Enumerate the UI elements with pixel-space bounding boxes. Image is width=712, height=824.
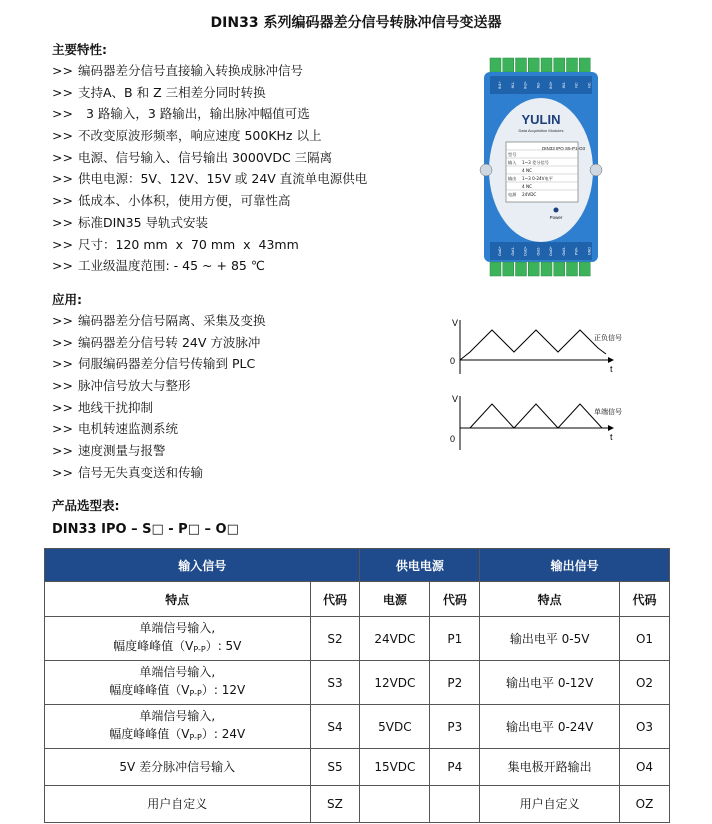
list-item [52,397,266,419]
input-feature-cell [45,661,311,705]
origin-label-2: 0 [450,434,456,444]
terminal-screw [503,262,514,276]
top-terminal-label: NC [587,82,592,88]
bipolar-wave-line [460,330,606,360]
device-spec-value: 1~3 0-24V电平 [522,176,553,181]
input-feature-cell: 5V 差分脉冲信号输入 [45,749,311,786]
device-subtitle: Data Acquisition Modules [518,128,564,133]
device-spec-key: 型号 [508,152,517,157]
terminal-screw [503,58,514,72]
unipolar-label: 单端信号 [594,409,622,416]
input-code-cell: SZ [310,786,360,823]
origin-label: 0 [450,356,456,366]
list-item [52,212,367,234]
terminal-screw [567,58,578,72]
axis-v-label-2: V [452,394,459,404]
bullet-marker: >> [52,378,73,394]
power-code-cell: P2 [430,661,480,705]
col-input-feature: 特点 [45,582,311,617]
input-feature-text: 幅度峰峰值（V [113,638,194,653]
right-screw-icon [590,164,602,176]
bottom-terminal-label: Out3+ [549,246,553,256]
page-title: DIN33 系列编码器差分信号转脉冲信号变送器 [210,15,502,31]
list-item [52,418,266,440]
top-terminal-label: NC [574,82,579,88]
left-screw-icon [480,164,492,176]
list-item-text: 速度测量与报警 [78,443,166,459]
input-code-cell: S2 [310,617,360,661]
input-feature-line2 [45,681,310,703]
bottom-terminal-label: Out1+ [498,246,502,256]
input-feature-cell [45,705,311,749]
list-item [52,440,266,462]
col-power-code: 代码 [430,582,480,617]
list-item [52,310,266,332]
table-row [45,661,670,705]
top-terminal-label: IN2+ [523,81,528,89]
input-feature-value: ）: 12V [201,682,246,697]
list-item-text: 不改变原波形频率，响应速度 500KHz 以上 [78,128,322,144]
bullet-marker: >> [52,193,73,209]
input-feature-text: 幅度峰峰值（V [109,726,190,741]
list-item [52,103,367,125]
input-feature-line2 [45,725,310,747]
terminal-screw [528,262,539,276]
power-label: Power [549,215,563,220]
power-code-cell: P3 [430,705,480,749]
list-item-text: 供电电源：5V、12V、15V 或 24V 直流单电源供电 [78,171,368,187]
terminal-screw [516,262,527,276]
power-cell: 12VDC [360,661,430,705]
power-code-cell: P1 [430,617,480,661]
group-output: 输出信号 [480,549,670,582]
power-cell: 15VDC [360,749,430,786]
terminal-screw [490,58,501,72]
input-feature-cell [45,617,311,661]
terminal-screw [541,58,552,72]
terminal-screw [541,262,552,276]
list-item [52,462,266,484]
applications-list [52,310,266,484]
terminal-screw [516,58,527,72]
device-spec-table [506,142,578,202]
output-feature-cell: 输出电平 0-24V [480,705,620,749]
input-feature-value: ）: 24V [201,726,246,741]
output-feature-cell: 用户自定义 [480,786,620,823]
table-row [45,786,670,823]
list-item [52,375,266,397]
power-cell: 5VDC [360,705,430,749]
bottom-terminal-block [490,262,590,276]
list-item-text: 低成本、小体积，使用方便，可靠性高 [78,193,291,209]
vpp-subscript: P-P [193,644,206,654]
list-item [52,125,367,147]
input-feature-line2 [45,637,310,659]
bullet-marker: >> [52,84,73,100]
list-item-text: 编码器差分信号直接输入转换成脉冲信号 [78,63,304,78]
applications-heading: 应用: [52,292,82,307]
terminal-screw [490,262,501,276]
top-terminal-block [490,58,590,72]
terminal-screw [579,58,590,72]
power-cell: 24VDC [360,617,430,661]
list-item-text: 工业级温度范围: - 45 ~ + 85 ℃ [78,258,265,274]
output-feature-cell: 输出电平 0-12V [480,661,620,705]
group-input: 输入信号 [45,549,360,582]
list-item [52,255,367,277]
bullet-marker: >> [52,149,73,165]
list-item [52,60,367,82]
features-list [52,60,367,277]
col-output-feature: 特点 [480,582,620,617]
list-item-text: 电源、信号输入、信号输出 3000VDC 三隔离 [78,149,333,165]
power-led-icon [554,208,559,213]
device-spec-value: 24VDC [522,192,537,197]
bullet-marker: >> [52,464,73,480]
bottom-terminal-label: Out3- [561,246,566,256]
bullet-marker: >> [52,63,73,78]
top-terminal-label: IN2- [536,81,541,89]
device-spec-key: 电源 [508,192,517,197]
bullet-marker: >> [52,258,73,274]
input-feature-text: 幅度峰峰值（V [109,682,190,697]
bipolar-wave-diagram [448,316,648,386]
list-item [52,147,367,169]
list-item-text: 脉冲信号放大与整形 [78,378,191,394]
bullet-marker: >> [52,236,73,252]
list-item [52,168,367,190]
device-brand: YULIN [521,112,561,127]
vpp-subscript: P-P [189,688,202,698]
table-row [45,705,670,749]
device-model: DIN33 IPO S5-P1-O3 [542,146,586,151]
input-code-cell: S4 [310,705,360,749]
list-item-text: 尺寸：120 mm x 70 mm x 43mm [78,236,299,252]
bipolar-label: 正负信号 [594,335,622,342]
output-feature-cell: 集电极开路输出 [480,749,620,786]
list-item-text: 标准DIN35 导轨式安装 [78,214,209,230]
input-code-cell: S5 [310,749,360,786]
input-code-cell: S3 [310,661,360,705]
input-feature-line1: 单端信号输入, [139,620,216,635]
list-item [52,82,367,104]
table-row [45,749,670,786]
group-power: 供电电源 [360,549,480,582]
bullet-marker: >> [52,128,73,144]
list-item-text: 信号无失真变送和传输 [78,464,204,480]
output-code-cell: O4 [620,749,670,786]
bullet-marker: >> [52,399,73,415]
col-output-code: 代码 [620,582,670,617]
top-terminal-label: IN3- [561,81,566,89]
list-item [52,190,367,212]
top-terminal-label: IN3+ [549,81,553,89]
bullet-marker: >> [52,421,73,437]
model-code: DIN33 IPO – S□ - P□ – O□ [52,522,239,537]
list-item-text: 支持A、B 和 Z 三相差分同时转换 [78,84,266,100]
list-item-text: 3 路输入，3 路输出，输出脉冲幅值可选 [78,106,310,122]
device-spec-value: 4 NC [522,168,533,173]
col-power: 电源 [360,582,430,617]
power-code-cell [430,786,480,823]
bottom-terminal-label: GND [587,247,592,255]
device-image [476,52,606,282]
power-cell [360,786,430,823]
input-feature-cell: 用户自定义 [45,786,311,823]
top-terminal-label: IN1+ [498,81,502,89]
bullet-marker: >> [52,171,73,187]
unipolar-wave-diagram [448,392,648,462]
output-code-cell: O2 [620,661,670,705]
selection-heading: 产品选型表: [52,498,120,513]
vpp-subscript: P-P [189,732,202,742]
device-spec-value: 1~3 差分信号 [522,160,549,165]
bullet-marker: >> [52,443,73,459]
bottom-terminal-label: Out1- [510,246,515,256]
axis-t-label-2: t [610,432,613,442]
device-spec-value: 4 NC [522,184,533,189]
output-code-cell: OZ [620,786,670,823]
axis-v-label: V [452,318,459,328]
list-item [52,332,266,354]
bottom-terminal-label: Out2+ [523,246,528,256]
list-item-text: 编码器差分信号隔离、采集及变换 [78,313,266,328]
input-feature-value: ）: 5V [205,638,242,653]
bullet-marker: >> [52,214,73,230]
list-item-text: 编码器差分信号转 24V 方波脉冲 [78,334,261,350]
terminal-screw [579,262,590,276]
list-item [52,234,367,256]
bullet-marker: >> [52,334,73,350]
table-row [45,617,670,661]
list-item [52,353,266,375]
top-terminal-label: IN1- [510,81,515,89]
list-item-text: 电机转速监测系统 [78,421,179,437]
list-item-text: 地线干扰抑制 [78,399,154,415]
output-feature-cell: 输出电平 0-5V [480,617,620,661]
terminal-screw [554,262,565,276]
bullet-marker: >> [52,106,73,122]
selection-table [44,548,670,823]
features-heading: 主要特性: [52,42,107,57]
bullet-marker: >> [52,313,73,328]
device-spec-key: 输入 [508,160,517,165]
axis-t-label: t [610,364,613,374]
power-code-cell: P4 [430,749,480,786]
input-feature-line1: 单端信号输入, [139,664,216,679]
bullet-marker: >> [52,356,73,372]
list-item-text: 伺服编码器差分信号传输到 PLC [78,356,256,372]
output-code-cell: O3 [620,705,670,749]
terminal-screw [528,58,539,72]
terminal-screw [554,58,565,72]
unipolar-wave-line [470,404,602,428]
device-spec-key: 输出 [508,176,517,181]
input-feature-line1: 单端信号输入, [139,708,216,723]
bottom-terminal-label: Out2- [536,246,541,256]
bottom-terminal-label: PW+ [574,247,579,255]
output-code-cell: O1 [620,617,670,661]
terminal-screw [567,262,578,276]
col-input-code: 代码 [310,582,360,617]
